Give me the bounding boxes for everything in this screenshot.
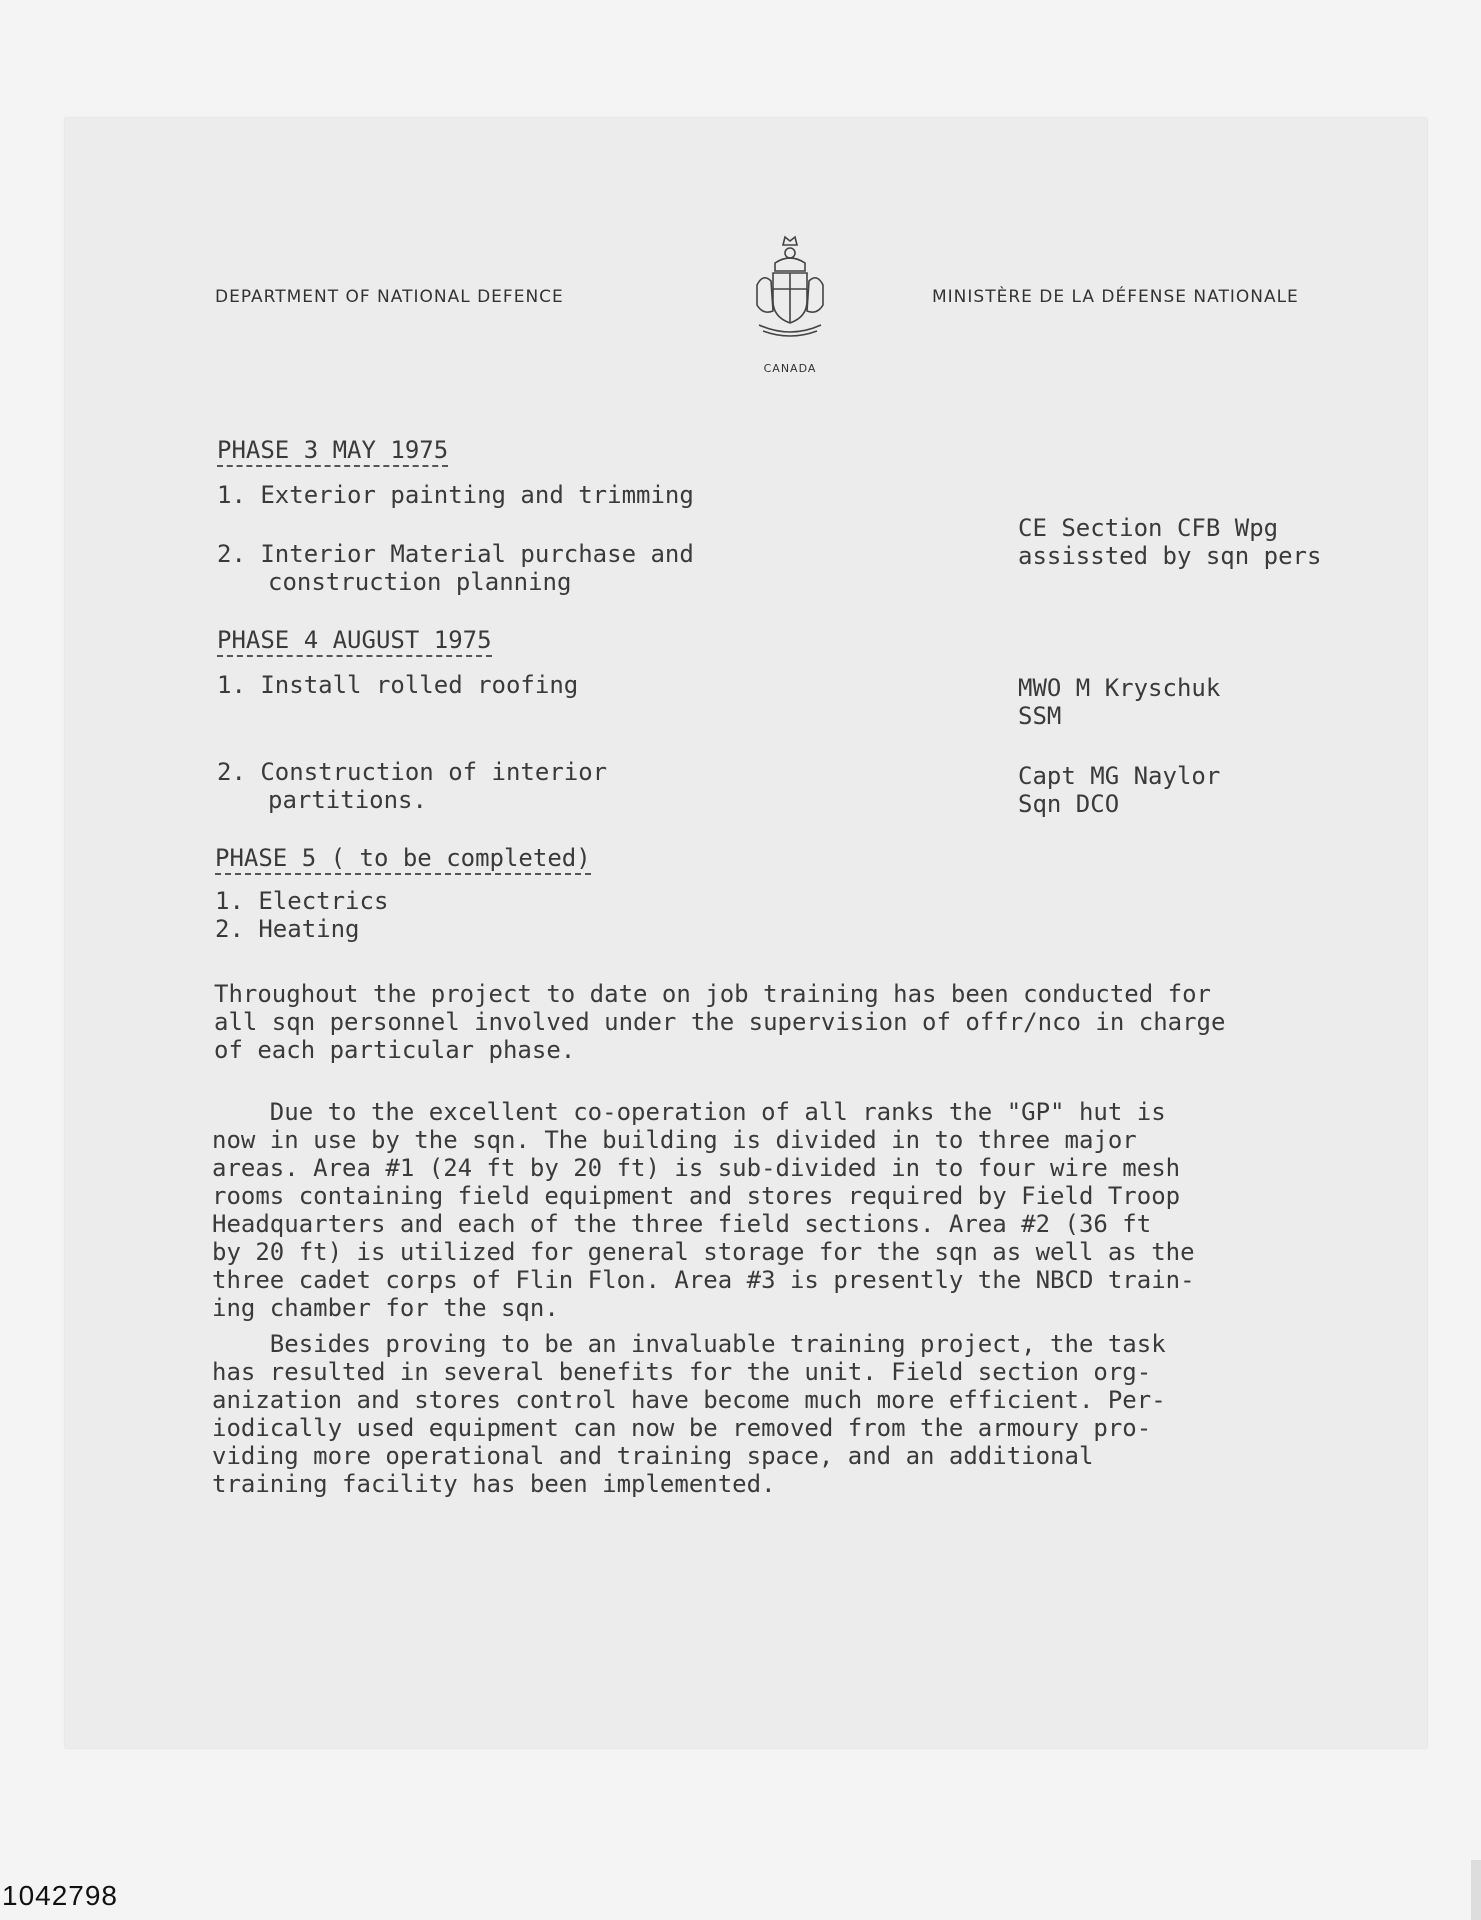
phase4-item1: 1. Install rolled roofing [217, 671, 579, 699]
phase5-heading: PHASE 5 ( to be completed) [215, 844, 591, 875]
paragraph-training: Throughout the project to date on job training has been conducted for all sqn personnel involved under the supervision of offr/nco in charge of each particular phase. [214, 980, 1226, 1064]
phase3-heading: PHASE 3 MAY 1975 [217, 436, 448, 467]
phase4-item2-line1: 2. Construction of interior [217, 758, 608, 786]
phase3-item2-line1: 2. Interior Material purchase and [217, 540, 694, 568]
phase4-responsible1-line2: SSM [1018, 702, 1062, 730]
page-edge [1471, 1860, 1481, 1920]
paragraph-benefits: Besides proving to be an invaluable training project, the task has resulted in several benefits for the unit. Field section org- anization and stores control have become much more efficient. Per- iodically used equipment can now be removed from the armoury pro- viding more operational and training space, and an additional training facility has been implemented. [212, 1330, 1166, 1498]
phase4-responsible2-line1: Capt MG Naylor [1018, 762, 1221, 790]
letterhead-english: DEPARTMENT OF NATIONAL DEFENCE [215, 287, 564, 307]
phase3-responsible-line1: CE Section CFB Wpg [1018, 514, 1279, 542]
coat-of-arms-icon [745, 233, 835, 343]
letterhead-french: MINISTÈRE DE LA DÉFENSE NATIONALE [932, 287, 1299, 307]
phase5-item1: 1. Electrics [215, 887, 389, 915]
crest-caption: CANADA [763, 362, 817, 375]
phase4-item2-line2: partitions. [268, 786, 427, 814]
phase3-responsible-line2: assissted by sqn pers [1018, 542, 1322, 570]
phase3-item1: 1. Exterior painting and trimming [217, 481, 694, 509]
phase4-responsible2-line2: Sqn DCO [1018, 790, 1120, 818]
phase4-heading: PHASE 4 AUGUST 1975 [217, 626, 492, 657]
phase5-item2: 2. Heating [215, 915, 360, 943]
phase3-item2-line2: construction planning [268, 568, 572, 596]
phase4-responsible1-line1: MWO M Kryschuk [1018, 674, 1221, 702]
document-number: 1042798 [2, 1880, 119, 1911]
paragraph-cooperation: Due to the excellent co-operation of all ranks the "GP" hut is now in use by the sqn. The building is divided in to three major areas. Area #1 (24 ft by 20 ft) is sub-divided in to four wire mesh rooms containing field equipment and stores required by Field Troop Headquarters and each of the three field sections. Area #2 (36 ft by 20 ft) is utilized for general storage for the sqn as well as the three cadet corps of Flin Flon. Area #3 is presently the NBCD train- ing chamber for the sqn. [212, 1098, 1195, 1322]
